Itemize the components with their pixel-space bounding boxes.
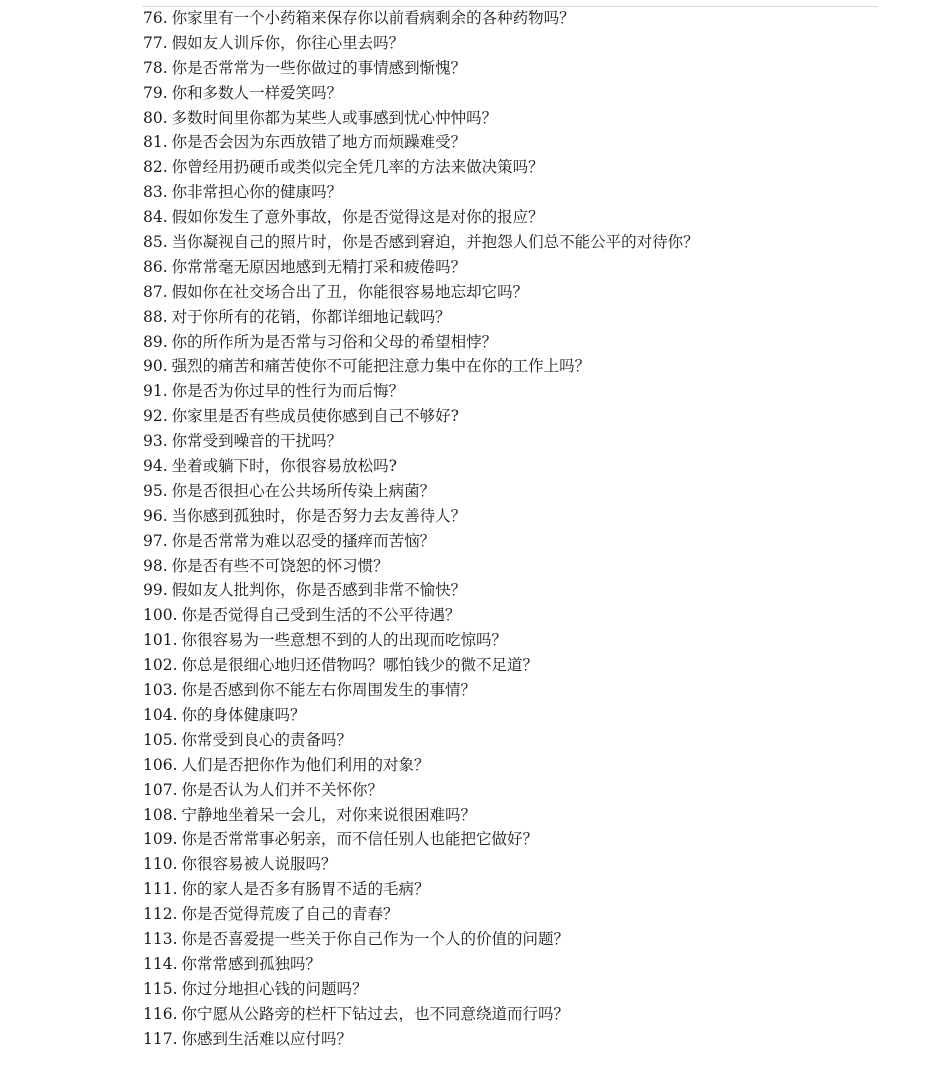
question-number: 89. bbox=[143, 332, 168, 351]
question-item bbox=[143, 653, 699, 678]
question-text: 你是否觉得自己受到生活的不公平待遇？ bbox=[181, 606, 461, 625]
question-item bbox=[143, 280, 699, 305]
question-text: 你的身体健康吗？ bbox=[181, 705, 306, 724]
question-text: 你宁愿从公路旁的栏杆下钻过去，也不同意绕道而行吗？ bbox=[181, 1004, 570, 1023]
question-number: 108. bbox=[143, 805, 178, 824]
question-item bbox=[143, 255, 699, 280]
question-item bbox=[143, 230, 699, 255]
question-text: 假如友人批判你，你是否感到非常不愉快？ bbox=[171, 581, 467, 600]
question-item bbox=[143, 429, 699, 454]
question-number: 117. bbox=[143, 1029, 178, 1048]
question-text: 你感到生活难以应付吗？ bbox=[181, 1029, 353, 1048]
question-item bbox=[143, 1002, 699, 1027]
question-number: 94. bbox=[143, 457, 168, 476]
question-text: 你是否会因为东西放错了地方而烦躁难受？ bbox=[171, 133, 467, 152]
question-number: 100. bbox=[143, 606, 178, 625]
question-number: 81. bbox=[143, 133, 168, 152]
question-number: 110. bbox=[143, 855, 178, 874]
question-number: 86. bbox=[143, 257, 168, 276]
question-item bbox=[143, 827, 699, 852]
question-number: 104. bbox=[143, 705, 178, 724]
question-number: 103. bbox=[143, 681, 178, 700]
question-text: 当你凝视自己的照片时，你是否感到窘迫，并抱怨人们总不能公平的对待你？ bbox=[171, 233, 699, 252]
question-item bbox=[143, 404, 699, 429]
question-number: 80. bbox=[143, 108, 168, 127]
question-number: 102. bbox=[143, 656, 178, 675]
question-text: 你和多数人一样爱笑吗？ bbox=[171, 83, 343, 102]
question-number: 113. bbox=[143, 929, 178, 948]
question-item bbox=[143, 305, 699, 330]
question-item bbox=[143, 354, 699, 379]
question-item bbox=[143, 728, 699, 753]
question-number: 116. bbox=[143, 1004, 178, 1023]
question-number: 114. bbox=[143, 954, 178, 973]
question-number: 87. bbox=[143, 282, 168, 301]
question-item bbox=[143, 778, 699, 803]
question-text: 你常受到噪音的干扰吗？ bbox=[171, 432, 343, 451]
question-item bbox=[143, 330, 699, 355]
question-list bbox=[143, 6, 699, 1051]
question-number: 95. bbox=[143, 481, 168, 500]
question-number: 88. bbox=[143, 307, 168, 326]
question-number: 83. bbox=[143, 183, 168, 202]
question-number: 111. bbox=[143, 880, 178, 899]
question-item bbox=[143, 106, 699, 131]
question-number: 112. bbox=[143, 905, 178, 924]
question-item bbox=[143, 628, 699, 653]
question-number: 85. bbox=[143, 233, 168, 252]
question-text: 你是否喜爱提一些关于你自己作为一个人的价值的问题？ bbox=[181, 929, 570, 948]
question-text: 人们是否把你作为他们利用的对象？ bbox=[181, 755, 430, 774]
question-item bbox=[143, 205, 699, 230]
question-text: 你家里是否有些成员使你感到自己不够好? bbox=[171, 407, 459, 426]
question-text: 你过分地担心钱的问题吗？ bbox=[181, 979, 368, 998]
question-text: 假如你发生了意外事故，你是否觉得这是对你的报应？ bbox=[171, 208, 544, 227]
question-text: 你总是很细心地归还借物吗？哪怕钱少的微不足道？ bbox=[181, 656, 539, 675]
question-text: 你的所作所为是否常与习俗和父母的希望相悖？ bbox=[171, 332, 498, 351]
question-item bbox=[143, 1027, 699, 1052]
question-text: 你很容易被人说服吗？ bbox=[181, 855, 337, 874]
question-text: 你非常担心你的健康吗？ bbox=[171, 183, 343, 202]
question-item bbox=[143, 155, 699, 180]
question-number: 99. bbox=[143, 581, 168, 600]
question-text: 你是否常常为一些你做过的事情感到惭愧？ bbox=[171, 58, 467, 77]
question-number: 98. bbox=[143, 556, 168, 575]
question-number: 82. bbox=[143, 158, 168, 177]
question-number: 106. bbox=[143, 755, 178, 774]
question-text: 你是否有些不可饶恕的怀习惯？ bbox=[171, 556, 389, 575]
question-item bbox=[143, 877, 699, 902]
question-item bbox=[143, 6, 699, 31]
question-number: 91. bbox=[143, 382, 168, 401]
question-item bbox=[143, 952, 699, 977]
question-number: 107. bbox=[143, 780, 178, 799]
question-text: 多数时间里你都为某些人或事感到忧心忡忡吗？ bbox=[171, 108, 498, 127]
question-text: 你常常毫无原因地感到无精打采和疲倦吗？ bbox=[171, 257, 467, 276]
question-text: 坐着或躺下时，你很容易放松吗? bbox=[171, 457, 397, 476]
question-item bbox=[143, 852, 699, 877]
question-item bbox=[143, 678, 699, 703]
question-number: 77. bbox=[143, 33, 168, 52]
question-item bbox=[143, 603, 699, 628]
question-text: 你是否觉得荒废了自己的青春？ bbox=[181, 905, 399, 924]
question-text: 你是否认为人们并不关怀你？ bbox=[181, 780, 384, 799]
question-item bbox=[143, 529, 699, 554]
question-number: 109. bbox=[143, 830, 178, 849]
question-text: 你是否感到你不能左右你周围发生的事情？ bbox=[181, 681, 477, 700]
question-text: 对于你所有的花销，你都详细地记载吗？ bbox=[171, 307, 451, 326]
question-text: 你的家人是否多有肠胃不适的毛病？ bbox=[181, 880, 430, 899]
question-number: 84. bbox=[143, 208, 168, 227]
question-number: 76. bbox=[143, 9, 168, 27]
question-number: 101. bbox=[143, 631, 178, 650]
question-item bbox=[143, 31, 699, 56]
question-item bbox=[143, 379, 699, 404]
question-item bbox=[143, 504, 699, 529]
question-item bbox=[143, 753, 699, 778]
question-text: 假如友人训斥你，你往心里去吗？ bbox=[171, 33, 405, 52]
question-text: 你很容易为一些意想不到的人的出现而吃惊吗？ bbox=[181, 631, 508, 650]
question-number: 78. bbox=[143, 58, 168, 77]
question-item bbox=[143, 927, 699, 952]
question-text: 宁静地坐着呆一会儿，对你来说很困难吗？ bbox=[181, 805, 477, 824]
question-item bbox=[143, 454, 699, 479]
question-item bbox=[143, 977, 699, 1002]
question-number: 93. bbox=[143, 432, 168, 451]
question-item bbox=[143, 578, 699, 603]
question-item bbox=[143, 902, 699, 927]
question-text: 你是否很担心在公共场所传染上病菌？ bbox=[171, 481, 436, 500]
question-item bbox=[143, 180, 699, 205]
question-number: 105. bbox=[143, 730, 178, 749]
question-number: 115. bbox=[143, 979, 178, 998]
question-text: 当你感到孤独时，你是否努力去友善待人？ bbox=[171, 506, 467, 525]
question-text: 你是否常常事必躬亲，而不信任别人也能把它做好？ bbox=[181, 830, 539, 849]
question-item bbox=[143, 479, 699, 504]
question-number: 90. bbox=[143, 357, 168, 376]
question-item bbox=[143, 554, 699, 579]
question-item bbox=[143, 130, 699, 155]
question-text: 你常受到良心的责备吗？ bbox=[181, 730, 353, 749]
question-text: 你常常感到孤独吗？ bbox=[181, 954, 322, 973]
question-item bbox=[143, 56, 699, 81]
question-text: 你曾经用扔硬币或类似完全凭几率的方法来做决策吗？ bbox=[171, 158, 544, 177]
question-item bbox=[143, 703, 699, 728]
question-number: 79. bbox=[143, 83, 168, 102]
question-text: 强烈的痛苦和痛苦使你不可能把注意力集中在你的工作上吗？ bbox=[171, 357, 591, 376]
question-number: 96. bbox=[143, 506, 168, 525]
question-text: 假如你在社交场合出了丑，你能很容易地忘却它吗？ bbox=[171, 282, 529, 301]
question-number: 92. bbox=[143, 407, 168, 426]
question-text: 你家里有一个小药箱来保存你以前看病剩余的各种药物吗？ bbox=[171, 9, 575, 27]
question-item bbox=[143, 803, 699, 828]
question-item bbox=[143, 81, 699, 106]
question-number: 97. bbox=[143, 531, 168, 550]
question-text: 你是否常常为难以忍受的搔痒而苦恼？ bbox=[171, 531, 436, 550]
question-text: 你是否为你过早的性行为而后悔？ bbox=[171, 382, 405, 401]
